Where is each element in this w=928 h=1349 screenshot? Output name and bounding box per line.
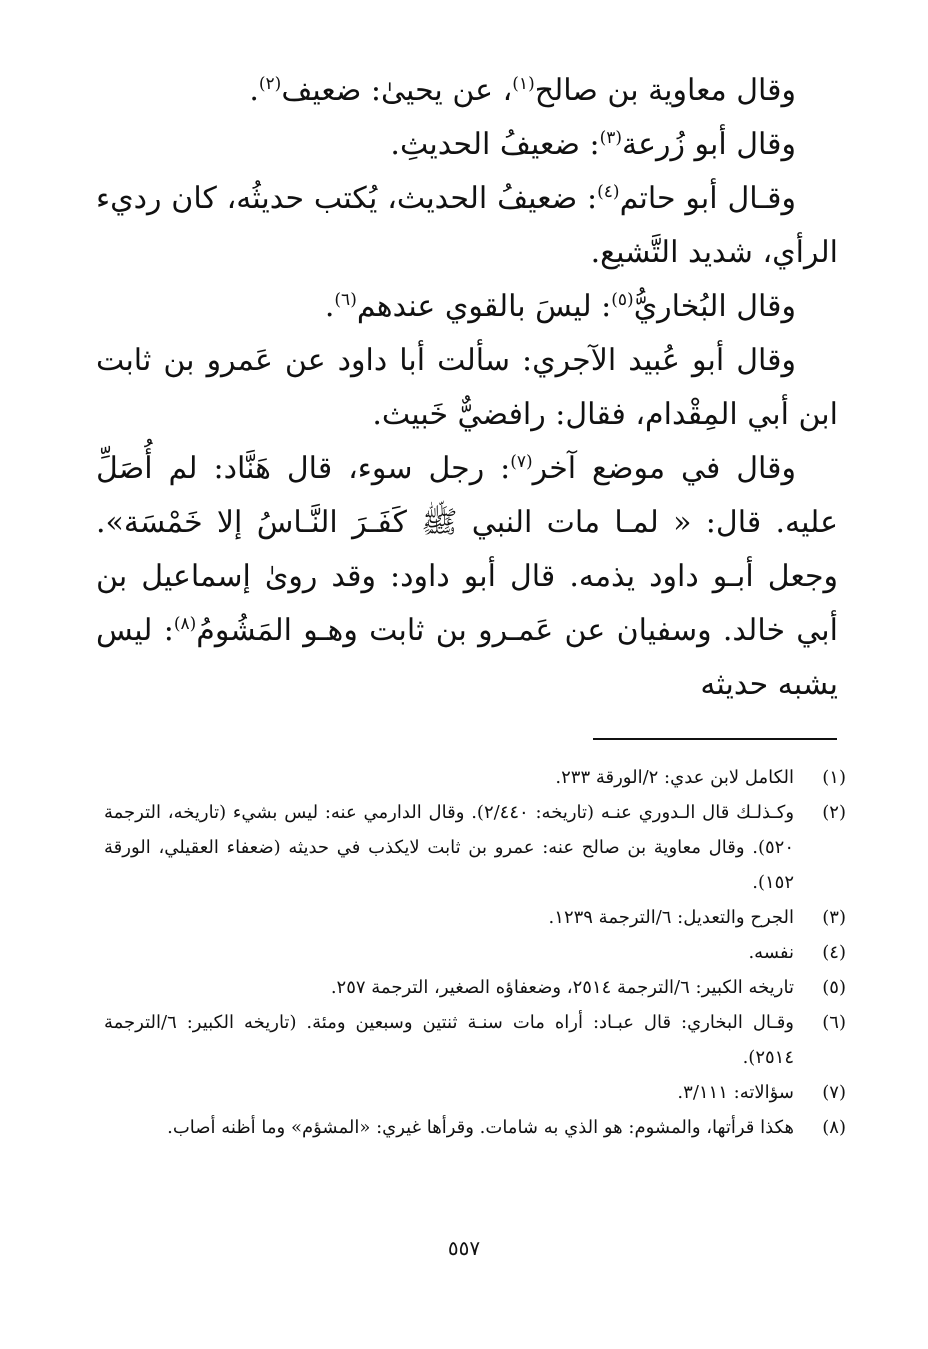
footnote-number: (٨) [822,1117,846,1138]
footnote-ref[interactable]: (١) [512,74,535,94]
footnote-number: (٦) [822,1012,846,1033]
footnote-text: وكـذلـك قال الـدوري عنـه (تاريخه: ٢/٤٤٠). وقال الدارمي عنه: ليس بشيء (تاريخه، الترجمة ٥٢٠). وقال معاوية بن صالح عنه: عمرو بن ثابت لايكذب في حديثه (ضعفاء العقيلي، الورقة ١٥٢). [104,802,795,893]
footnote-text: وقـال البخاري: قال عبـاد: أراه مات سنـة ثنتين وسبعين ومئة. (تاريخه الكبير: ٦/الترجمة ٢٥١٤). [104,1012,794,1068]
footnote-text: الكامل لابن عدي: ٢/الورقة ٢٣٣. [555,767,794,788]
footnote-text: سؤالاته: ٣/١١١. [677,1082,794,1103]
paragraph-5 [96,334,838,442]
footnote-text: الجرح والتعديل: ٦/الترجمة ١٢٣٩. [548,907,794,928]
main-text [96,64,838,712]
paragraph-6 [96,442,838,712]
footnote-ref[interactable]: (٤) [597,182,620,202]
footnote-number: (٥) [822,977,846,998]
text-run: : ضعيفُ الحديث، يُكتب حديثُه، كان رديء الرأي، شديد التَّشيع. [96,181,838,270]
text-run: ، عن يحيىٰ: ضعيف [281,73,513,108]
footnote-divider [593,738,837,740]
footnotes-section [104,760,846,1145]
text-run: . [324,289,335,324]
footnote-number: (٧) [822,1082,846,1103]
page-number: ٥٥٧ [447,1236,481,1260]
footnote-item [104,1005,846,1075]
text-run: . [249,73,259,108]
footnote-item [104,1110,846,1145]
footnote-text: نفسه. [748,942,794,963]
footnote-ref[interactable]: (٥) [611,290,634,310]
footnote-ref[interactable]: (٣) [599,128,623,148]
text-run: : ليسَ بالقوي عندهم [356,289,612,324]
footnote-number: (١) [822,767,846,788]
paragraph-2 [96,118,838,172]
footnote-text: هكذا قرأتها، والمشوم: هو الذي به شامات. وقرأها غيري: «المشؤم» وما أظنه أصاب. [167,1117,794,1138]
paragraph-1 [96,64,838,118]
footnote-ref[interactable]: (٧) [510,452,533,472]
footnote-ref[interactable]: (٢) [258,74,282,94]
footnote-item [104,900,846,935]
text-run: وقال أبو زُرعة [622,127,796,162]
text-run: : ضعيفُ الحديثِ. [390,127,600,162]
footnote-item [104,935,846,970]
footnote-number: (٢) [822,802,846,823]
paragraph-4 [96,280,838,334]
text-run: وقال في موضع آخر [532,451,796,486]
footnote-item [104,1075,846,1110]
text-run: وقال معاوية بن صالح [534,73,796,108]
footnote-item [104,760,846,795]
footnote-ref[interactable]: (٨) [173,614,197,634]
text-run: وقـال أبو حاتم [619,181,797,216]
footnote-number: (٤) [822,942,846,963]
footnote-ref[interactable]: (٦) [334,290,357,310]
footnote-item [104,970,846,1005]
text-run: وقال البُخاريُّ [633,289,796,324]
footnote-number: (٣) [822,907,846,928]
footnote-text: تاريخه الكبير: ٦/الترجمة ٢٥١٤، وضعفاؤه الصغير، الترجمة ٢٥٧. [330,977,794,998]
footnote-item [104,795,846,900]
text-run: : ليس يشبه حديثه [96,613,838,702]
text-run: وقال أبو عُبيد الآجري: سألت أبا داود عن عَمرو بن ثابت ابن أبي المِقْدام، فقال: رافضيٌّ خَبيث. [96,343,838,432]
paragraph-3 [96,172,838,280]
text-run: : رجل سوء، قال هَنَّاد: لم أُصَلِّ عليه. قال: « لمـا مات النبي ﷺ كَفَـرَ النَّـاسُ إلا خَمْسَة». وجعل أبـو داود يذمه. قال أبو داود: وقد روىٰ إسماعيل بن أبي خالد. وسفيان عن عَمـرو بن ثابت وهـو المَشُومُ [96,451,838,648]
